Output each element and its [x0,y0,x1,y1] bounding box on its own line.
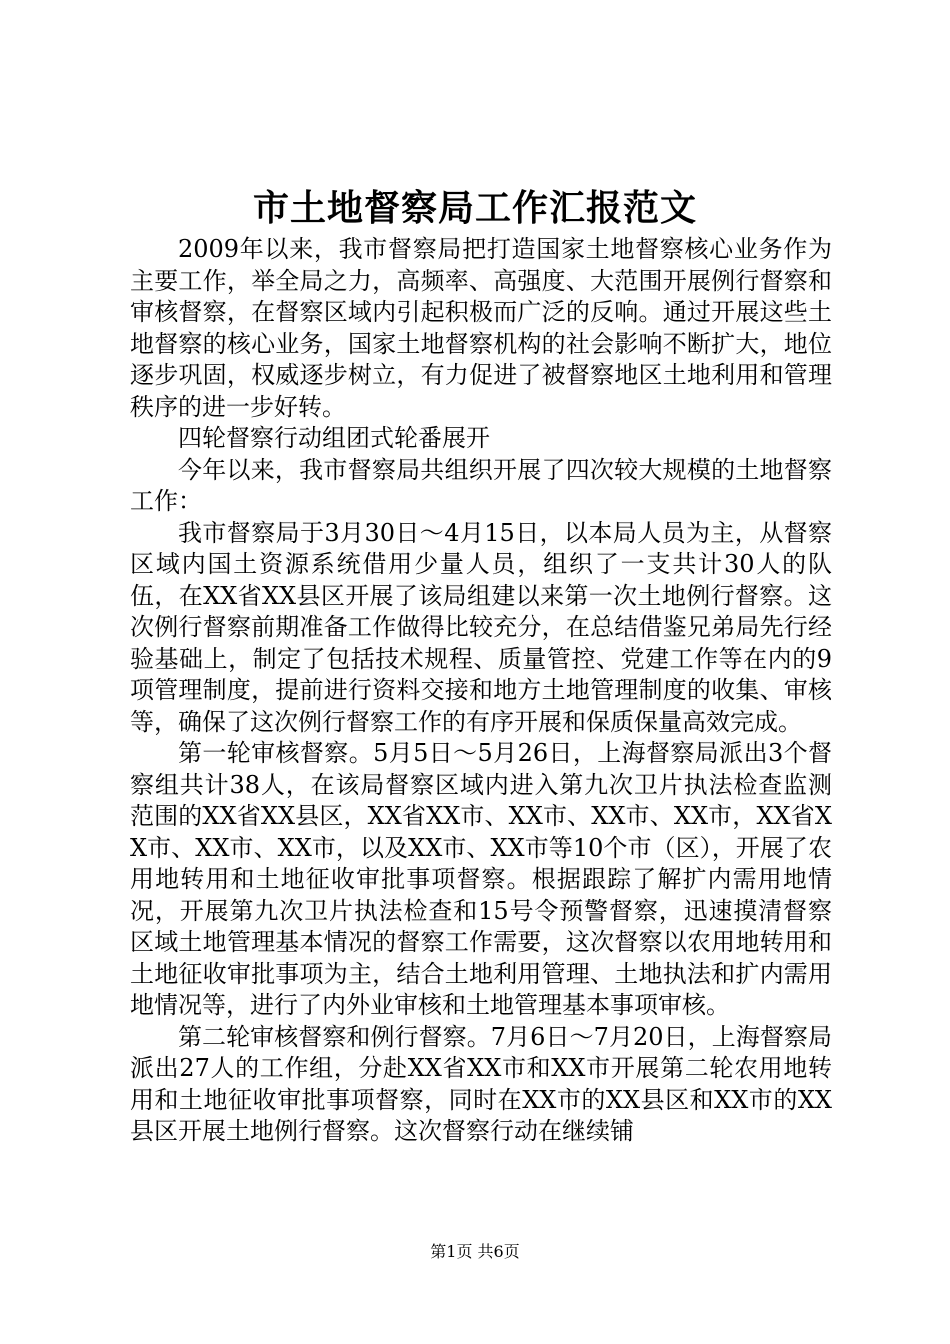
page-footer: 第1页 共6页 [430,1242,520,1261]
paragraph-first-inspection: 我市督察局于3月30日～4月15日，以本局人员为主，从督察区域内国土资源系统借用少量人员，组织了一支共计30人的队伍，在XX省XX县区开展了该局组建以来第一次土地例行督察。这次例行督察前期准备工作做得比较充分，在总结借鉴兄弟局先行经验基础上，制定了包括技术规程、质量管控、党建工作等在内的9项管理制度，提前进行资料交接和地方土地管理制度的收集、审核等，确保了这次例行督察工作的有序开展和保质保量高效完成。 [130,518,832,736]
document-title: 市土地督察局工作汇报范文 [252,187,697,229]
paragraph-overview: 今年以来，我市督察局共组织开展了四次较大规模的土地督察工作： [130,455,832,515]
paragraph-second-review: 第二轮审核督察和例行督察。7月6日～7月20日，上海督察局派出27人的工作组，分赴XX省XX市和XX市开展第二轮农用地转用和土地征收审批事项督察，同时在XX市的XX县区和XX市的XX县区开展土地例行督察。这次督察行动在继续铺 [130,1022,832,1145]
paragraph-section-heading: 四轮督察行动组团式轮番展开 [178,424,490,452]
paragraph-first-review: 第一轮审核督察。5月5日～5月26日，上海督察局派出3个督察组共计38人，在该局督察区域内进入第九次卫片执法检查监测范围的XX省XX县区，XX省XX市、XX市、XX市、XX市，XX省XX市、XX市、XX市，以及XX市、XX市等10个市（区），开展了农用地转用和土地征收审批事项督察。根据跟踪了解扩内需用地情况，开展第九次卫片执法检查和15号令预警督察，迅速摸清督察区域土地管理基本情况的督察工作需要，这次督察以农用地转用和土地征收审批事项为主，结合土地利用管理、土地执法和扩内需用地情况等，进行了内外业审核和土地管理基本事项审核。 [130,739,832,1019]
paragraph-intro: 2009年以来，我市督察局把打造国家土地督察核心业务作为主要工作，举全局之力，高频率、高强度、大范围开展例行督察和审核督察，在督察区域内引起积极而广泛的反响。通过开展这些土地督察的核心业务，国家土地督察机构的社会影响不断扩大，地位逐步巩固，权威逐步树立，有力促进了被督察地区土地利用和管理秩序的进一步好转。 [130,235,832,421]
document-body [130,234,832,1148]
